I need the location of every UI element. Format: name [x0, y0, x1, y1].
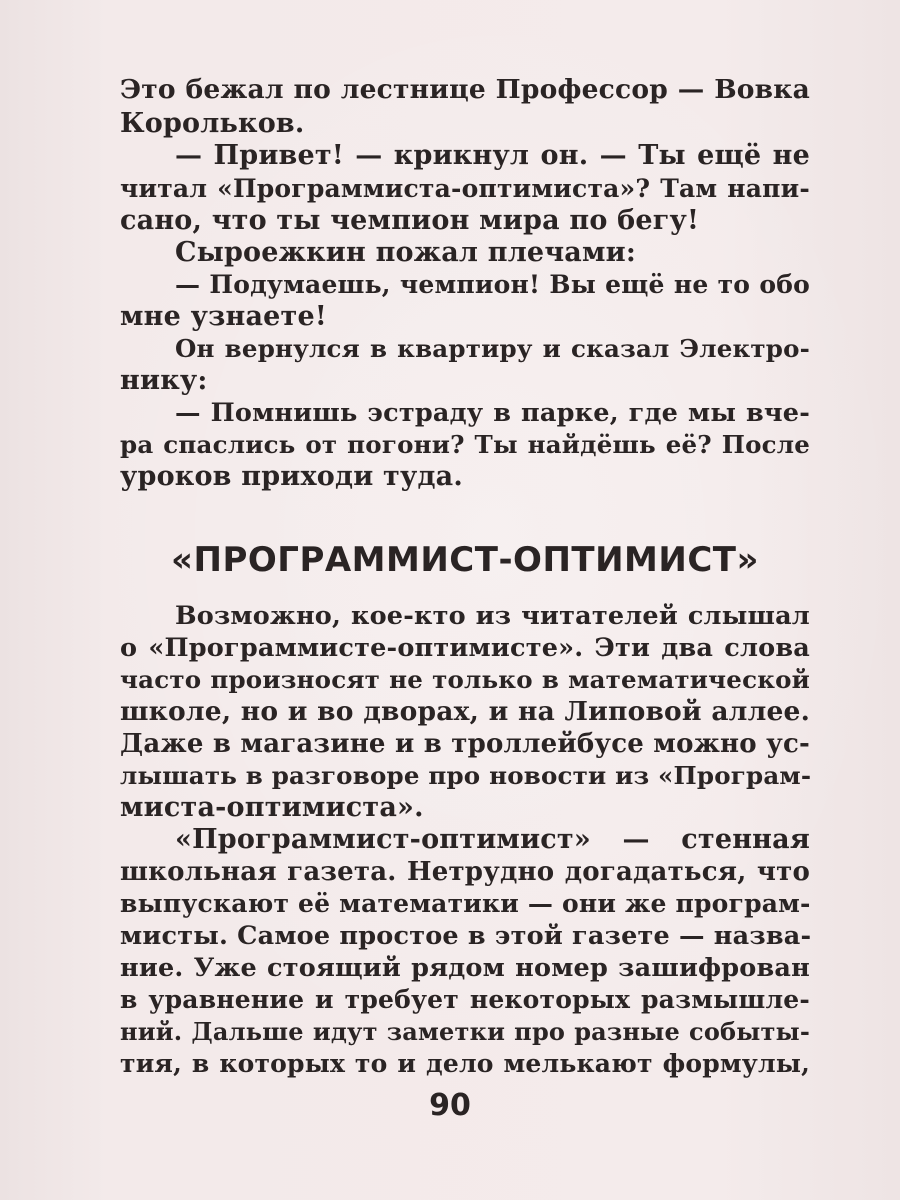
- text-line: Это бежал по лестнице Профессор — Вовка: [120, 74, 810, 105]
- text-line: Корольков.: [120, 108, 305, 139]
- text-line: тия, в которых то и дело мелькают формулы,: [120, 1049, 810, 1078]
- text-line: мне узнаете!: [120, 301, 327, 332]
- page-number: 90: [429, 1088, 471, 1123]
- text-line: школе, но и во дворах, и на Липовой аллее.: [120, 696, 810, 727]
- text-line: Он вернулся в квартиру и сказал Электро-: [175, 334, 810, 363]
- text-line: мисты. Самое простое в этой газете — назва-: [120, 921, 812, 951]
- text-line: о «Программисте-оптимисте». Эти два слова: [120, 633, 810, 663]
- text-line: «Программист-оптимист» — стенная: [175, 824, 810, 855]
- text-line: Даже в магазине и в троллейбусе можно ус-: [120, 729, 810, 759]
- text-line: выпускают её математики — они же програм-: [120, 889, 811, 918]
- text-line: сано, что ты чемпион мира по бегу!: [120, 205, 700, 236]
- text-line: читал «Программиста-оптимиста»? Там напи-: [120, 174, 810, 203]
- text-line: ние. Уже стоящий рядом номер зашифрован: [120, 953, 810, 983]
- text-line: Возможно, кое-кто из читателей слышал: [175, 601, 810, 631]
- text-line: — Помнишь эстраду в парке, где мы вче-: [175, 398, 810, 428]
- text-line: лышать в разговоре про новости из «Програм-: [120, 761, 812, 790]
- text-line: часто произносят не только в математической: [120, 665, 810, 694]
- text-line: — Привет! — крикнул он. — Ты ещё не: [175, 140, 810, 171]
- text-line: — Подумаешь, чемпион! Вы ещё не то обо: [175, 270, 810, 299]
- text-line: в уравнение и требует некоторых размышле-: [120, 985, 810, 1014]
- chapter-heading: «ПРОГРАММИСТ-ОПТИМИСТ»: [171, 540, 759, 580]
- text-line: ний. Дальше идут заметки про разные событы-: [120, 1017, 810, 1046]
- text-line: ра спаслись от погони? Ты найдёшь её? После: [120, 430, 810, 459]
- text-line: уроков приходи туда.: [120, 461, 463, 492]
- text-line: нику:: [120, 365, 208, 396]
- text-line: школьная газета. Нетрудно догадаться, что: [120, 857, 810, 887]
- text-line: миста-оптимиста».: [120, 792, 424, 823]
- text-line: Сыроежкин пожал плечами:: [175, 237, 637, 268]
